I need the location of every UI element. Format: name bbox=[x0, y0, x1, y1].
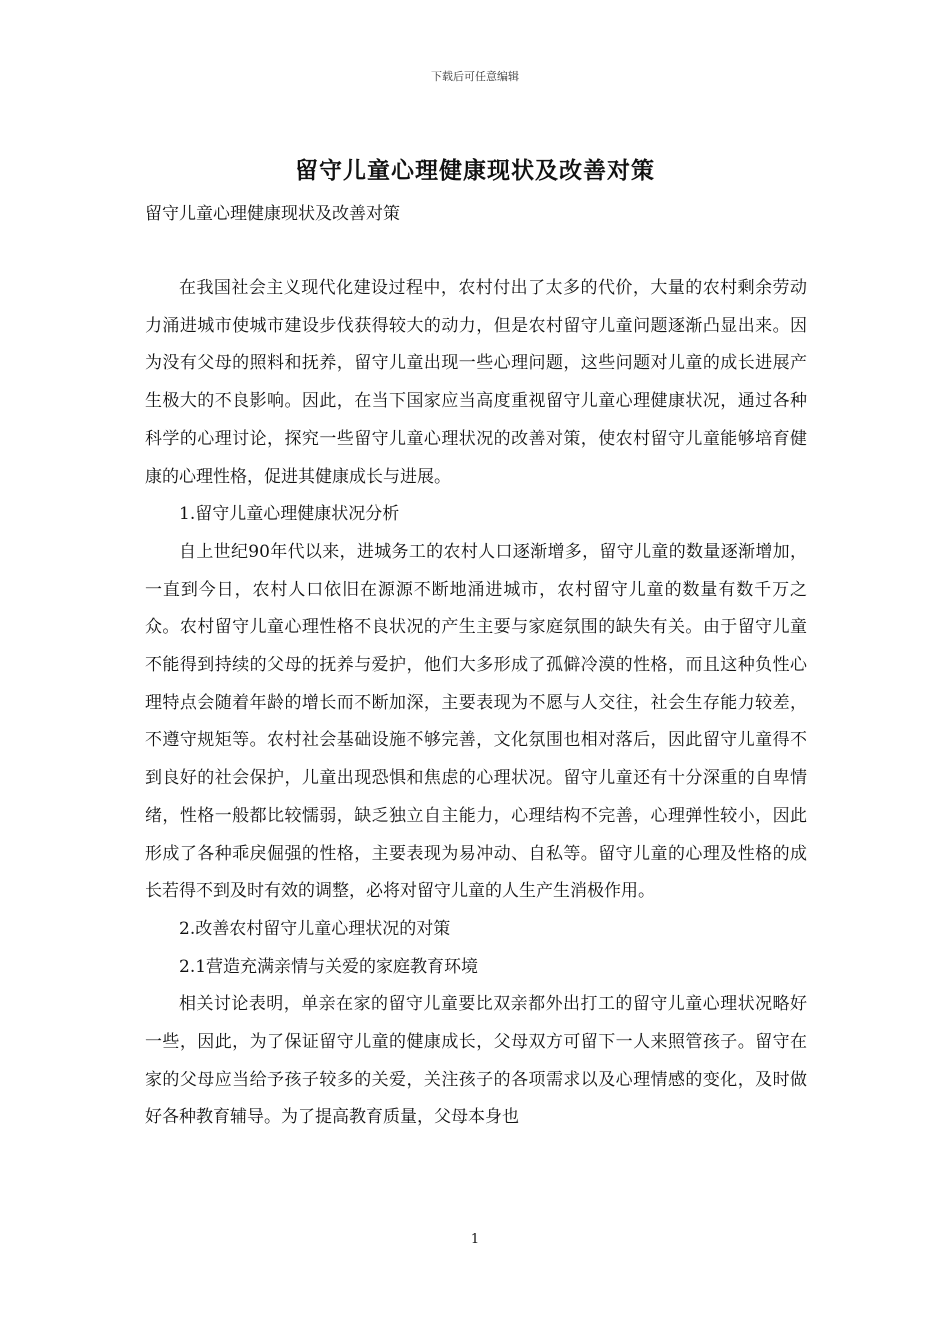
document-body bbox=[145, 270, 807, 1137]
section-heading-2: 2.改善农村留守儿童心理状况的对策 bbox=[179, 918, 451, 939]
document-subtitle: 留守儿童心理健康现状及改善对策 bbox=[145, 204, 400, 224]
header-note: 下载后可任意编辑 bbox=[431, 70, 519, 83]
section-heading-1: 1.留守儿童心理健康状况分析 bbox=[179, 504, 400, 525]
page-number: 1 bbox=[470, 1232, 480, 1247]
subsection-heading-2-1: 2.1营造充满亲情与关爱的家庭教育环境 bbox=[179, 956, 479, 977]
paragraph-intro: 在我国社会主义现代化建设过程中，农村付出了太多的代价，大量的农村剩余劳动力涌进城市使城市建设步伐获得较大的动力，但是农村留守儿童问题逐渐凸显出来。因为没有父母的照料和抚养，留守儿童出现一些心理问题，这些问题对儿童的成长进展产生极大的不良影响。因此，在当下国家应当高度重视留守儿童心理健康状况，通过各种科学的心理讨论，探究一些留守儿童心理状况的改善对策，使农村留守儿童能够培育健康的心理性格，促进其健康成长与进展。 bbox=[145, 278, 807, 487]
paragraph-family-environment: 相关讨论表明，单亲在家的留守儿童要比双亲都外出打工的留守儿童心理状况略好一些，因此，为了保证留守儿童的健康成长，父母双方可留下一人来照管孩子。留守在家的父母应当给予孩子较多的关爱，关注孩子的各项需求以及心理情感的变化，及时做好各种教育辅导。为了提高教育质量，父母本身也 bbox=[145, 994, 807, 1128]
document-title: 留守儿童心理健康现状及改善对策 bbox=[295, 157, 655, 184]
paragraph-analysis: 自上世纪90年代以来，进城务工的农村人口逐渐增多，留守儿童的数量逐渐增加，一直到今日，农村人口依旧在源源不断地涌进城市，农村留守儿童的数量有数千万之众。农村留守儿童心理性格不良状况的产生主要与家庭氛围的缺失有关。由于留守儿童不能得到持续的父母的抚养与爱护，他们大多形成了孤僻冷漠的性格，而且这种负性心理特点会随着年龄的增长而不断加深，主要表现为不愿与人交往，社会生存能力较差，不遵守规矩等。农村社会基础设施不够完善，文化氛围也相对落后，因此留守儿童得不到良好的社会保护，儿童出现恐惧和焦虑的心理状况。留守儿童还有十分深重的自卑情绪，性格一般都比较懦弱，缺乏独立自主能力，心理结构不完善，心理弹性较小，因此形成了各种乖戾倔强的性格，主要表现为易冲动、自私等。留守儿童的心理及性格的成长若得不到及时有效的调整，必将对留守儿童的人生产生消极作用。 bbox=[145, 541, 807, 902]
